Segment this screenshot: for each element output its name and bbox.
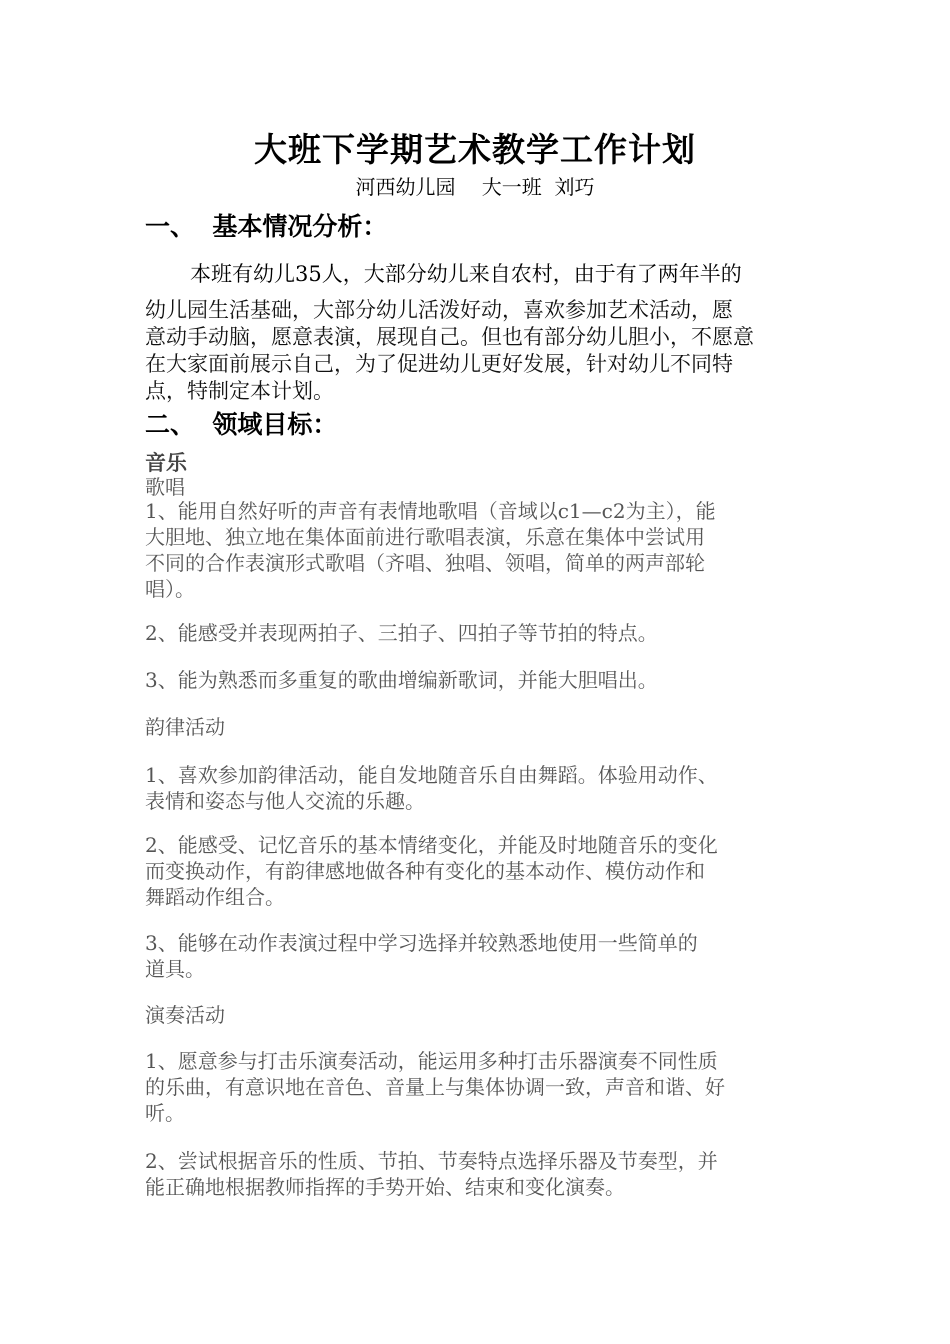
paragraph-line: 1、能用自然好听的声音有表情地歌唱（音域以c1—c2为主），能 (145, 499, 716, 523)
paragraph-line: 能正确地根据教师指挥的手势开始、结束和变化演奏。 (145, 1175, 625, 1199)
paragraph-first-line: 本班有幼儿35人，大部分幼儿来自农村，由于有了两年半的 (190, 262, 742, 286)
goal-singing-3: 3、能为熟悉而多重复的歌曲增编新歌词，并能大胆唱出。 (145, 668, 658, 692)
goal-performance-2 (145, 1148, 810, 1200)
paragraph-line: 表情和姿态与他人交流的乐趣。 (145, 789, 425, 813)
section-heading-basic-analysis: 一、 基本情况分析： (145, 212, 388, 241)
paragraph-line: 1、喜欢参加韵律活动，能自发地随音乐自由舞蹈。体验用动作、 (145, 763, 718, 787)
paragraph-line: 1、愿意参与打击乐演奏活动，能运用多种打击乐器演奏不同性质 (145, 1049, 718, 1073)
paragraph-basic-analysis (145, 297, 815, 405)
paragraph-line: 舞蹈动作组合。 (145, 885, 285, 909)
paragraph-line: 的乐曲，有意识地在音色、音量上与集体协调一致，声音和谐、好 (145, 1075, 725, 1099)
subheading-performance: 演奏活动 (145, 1003, 225, 1027)
paragraph-line: 3、能够在动作表演过程中学习选择并较熟悉地使用一些简单的 (145, 931, 698, 955)
paragraph-line: 意动手动脑，愿意表演，展现自己。但也有部分幼儿胆小，不愿意 (145, 325, 754, 349)
goal-performance-1 (145, 1048, 810, 1126)
goal-rhythm-3 (145, 930, 810, 982)
paragraph-line: 2、能感受、记忆音乐的基本情绪变化，并能及时地随音乐的变化 (145, 833, 718, 857)
paragraph-line: 大胆地、独立地在集体面前进行歌唱表演，乐意在集体中尝试用 (145, 525, 705, 549)
paragraph-line: 唱）。 (145, 577, 195, 601)
paragraph-line: 而变换动作，有韵律感地做各种有变化的基本动作、模仿动作和 (145, 859, 705, 883)
paragraph-line: 幼儿园生活基础，大部分幼儿活泼好动，喜欢参加艺术活动，愿 (145, 298, 733, 322)
subheading-rhythm: 韵律活动 (145, 715, 225, 739)
paragraph-line: 道具。 (145, 957, 205, 981)
goal-rhythm-2 (145, 832, 810, 910)
document-title: 大班下学期艺术教学工作计划 (254, 130, 696, 169)
goal-rhythm-1 (145, 762, 810, 814)
paragraph-line: 2、尝试根据音乐的性质、节拍、节奏特点选择乐器及节奏型，并 (145, 1149, 718, 1173)
paragraph-line: 不同的合作表演形式歌唱（齐唱、独唱、领唱，简单的两声部轮 (145, 551, 705, 575)
document-subtitle: 河西幼儿园 大一班 刘巧 (355, 175, 595, 199)
section-heading-domain-goals: 二、 领域目标： (145, 410, 338, 439)
goal-singing-1 (145, 498, 810, 602)
goal-singing-2: 2、能感受并表现两拍子、三拍子、四拍子等节拍的特点。 (145, 621, 658, 645)
subheading-singing: 歌唱 (145, 475, 185, 499)
paragraph-line: 点，特制定本计划。 (145, 379, 334, 403)
paragraph-line: 在大家面前展示自己，为了促进幼儿更好发展，针对幼儿不同特 (145, 352, 733, 376)
paragraph-line: 听。 (145, 1101, 185, 1125)
subheading-music: 音乐 (145, 450, 187, 475)
